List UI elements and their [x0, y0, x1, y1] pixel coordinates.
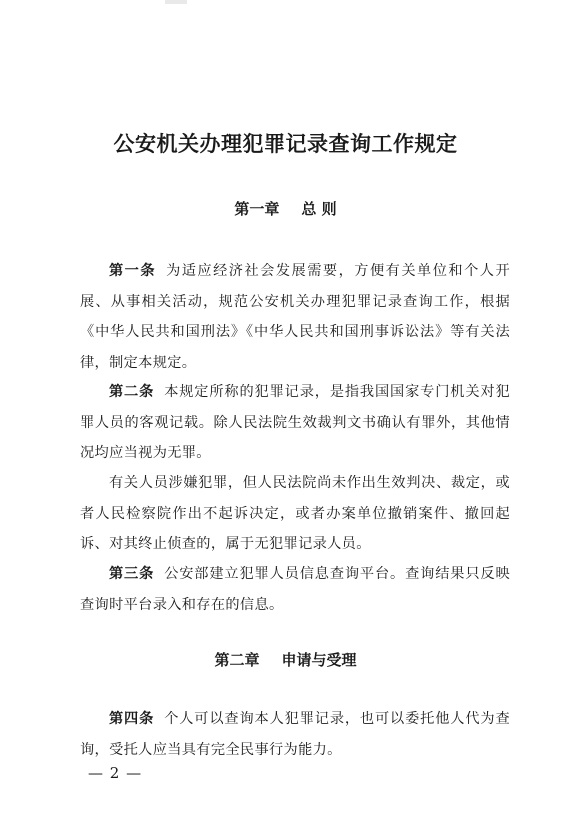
chapter-number: 第二章: [214, 651, 260, 669]
article-text: 本规定所称的犯罪记录，是指我国国家专门机关对犯罪人员的客观记载。除人民法院生效裁判文书确认有罪外，其他情况均应当视为无罪。: [80, 384, 510, 461]
chapter-heading-1: [0, 198, 571, 219]
paragraph-text: 有关人员涉嫌犯罪，但人民法院尚未作出生效判决、裁定，或者人民检察院作出不起诉决定，或者办案单位撤销案件、撤回起诉、对其终止侦查的，属于无犯罪记录人员。: [80, 475, 510, 552]
page-number: — 2 —: [88, 764, 143, 782]
body-paragraph: [80, 468, 510, 560]
article-text: 为适应经济社会发展需要，方便有关单位和个人开展、从事相关活动，规范公安机关办理犯罪记录查询工作，根据《中华人民共和国刑法》《中华人民共和国刑事诉讼法》等有关法律，制定本规定。: [80, 263, 510, 371]
article-paragraph: [80, 704, 510, 765]
chapter-name: 申请与受理: [281, 651, 357, 669]
article-text: 个人可以查询本人犯罪记录，也可以委托他人代为查询，受托人应当具有完全民事行为能力。: [80, 711, 510, 758]
chapter-number: 第一章: [234, 200, 280, 218]
chapter-name: 总 则: [301, 200, 337, 218]
article-text: 公安部建立犯罪人员信息查询平台。查询结果只反映查询时平台录入和存在的信息。: [80, 566, 510, 613]
chapter-heading-2: [0, 649, 571, 670]
article-paragraph: [80, 256, 510, 378]
article-number: 第四条: [109, 711, 155, 727]
article-number: 第一条: [109, 263, 157, 279]
document-title: 公安机关办理犯罪记录查询工作规定: [113, 131, 458, 156]
article-paragraph: [80, 377, 510, 469]
article-paragraph: [80, 559, 510, 620]
article-number: 第二条: [109, 384, 155, 400]
scan-artifact: [165, 0, 187, 4]
article-number: 第三条: [109, 566, 155, 582]
